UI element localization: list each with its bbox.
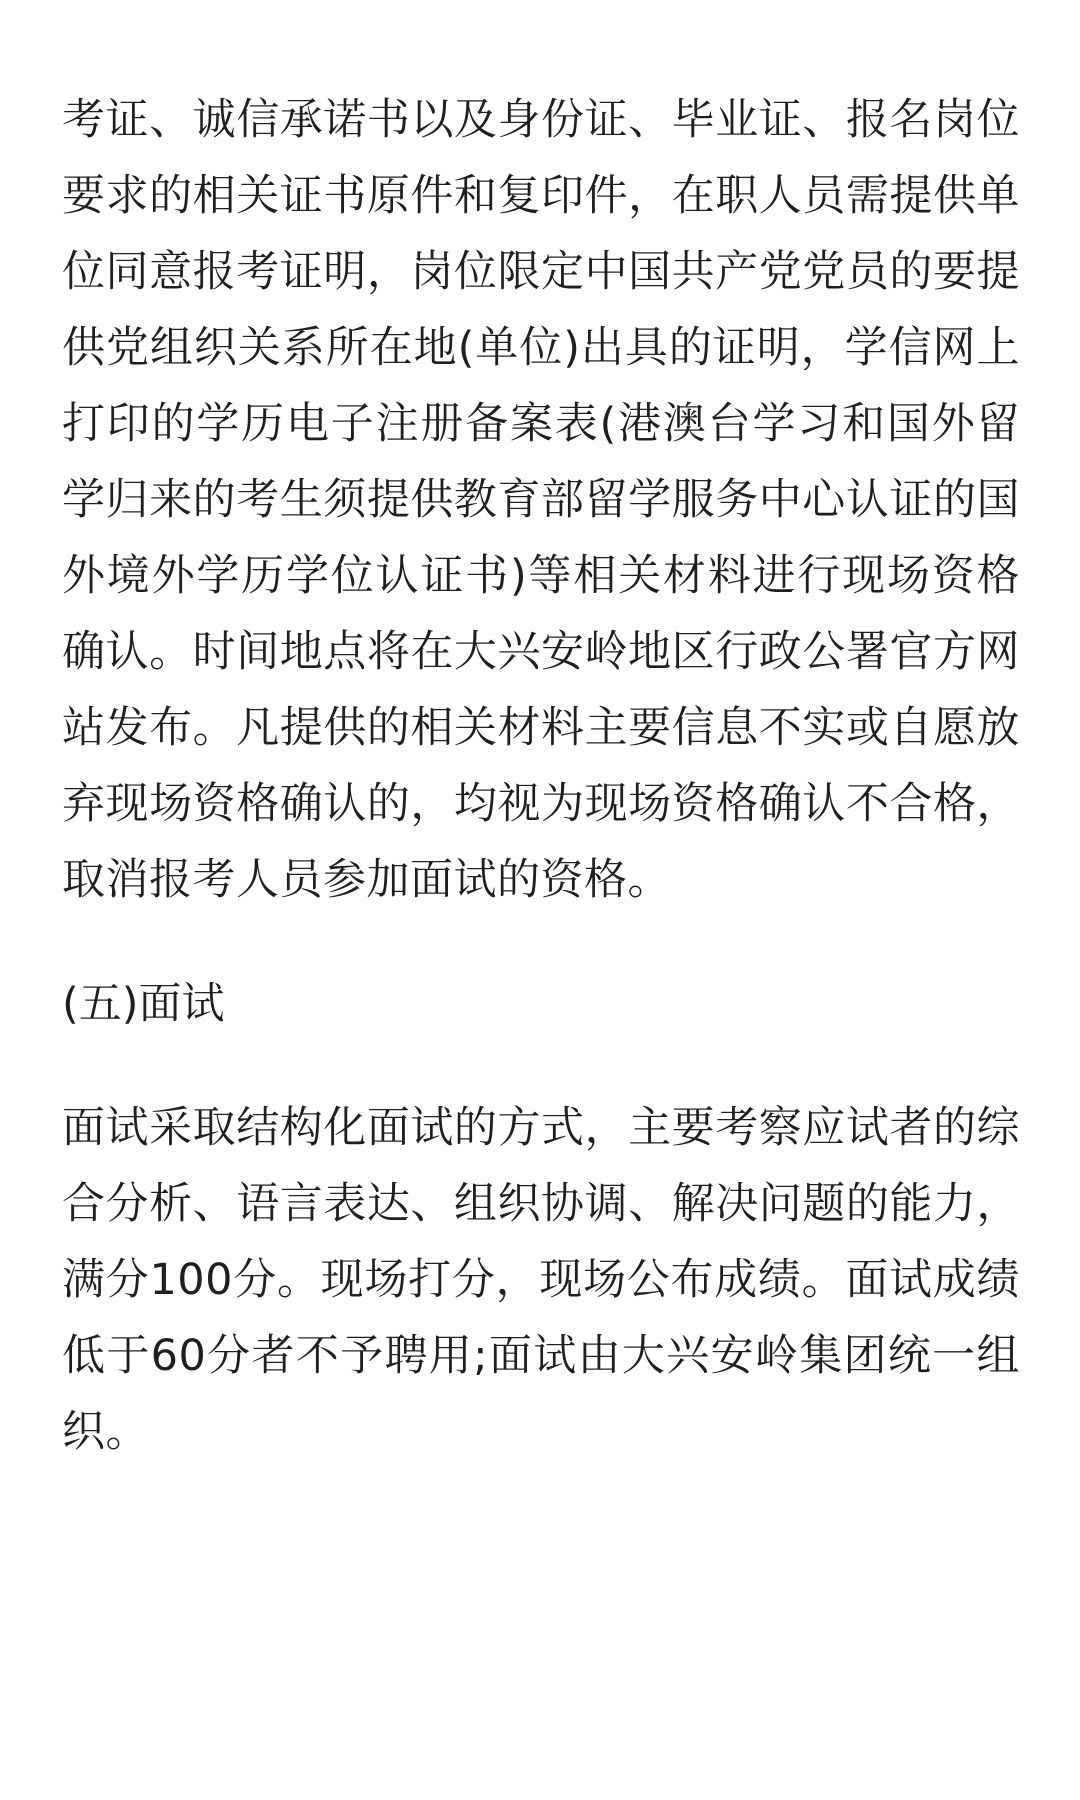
paragraph-qualification-check: 考证、诚信承诺书以及身份证、毕业证、报名岗位要求的相关证书原件和复印件，在职人员需提供单位同意报考证明，岗位限定中国共产党党员的要提供党组织关系所在地(单位)出具的证明，学信网上打印的学历电子注册备案表(港澳台学习和国外留学归来的考生须提供教育部留学服务中心认证的国外境外学历学位认证书)等相关材料进行现场资格确认。时间地点将在大兴安岭地区行政公署官方网站发布。凡提供的相关材料主要信息不实或自愿放弃现场资格确认的，均视为现场资格确认不合格，取消报考人员参加面试的资格。: [62, 95, 1020, 905]
section-heading-interview: (五)面试: [62, 979, 225, 1029]
paragraph-interview: 面试采取结构化面试的方式，主要考察应试者的综合分析、语言表达、组织协调、解决问题的能力，满分100分。现场打分，现场公布成绩。面试成绩低于60分者不予聘用;面试由大兴安岭集团统一组织。: [62, 1103, 1020, 1457]
